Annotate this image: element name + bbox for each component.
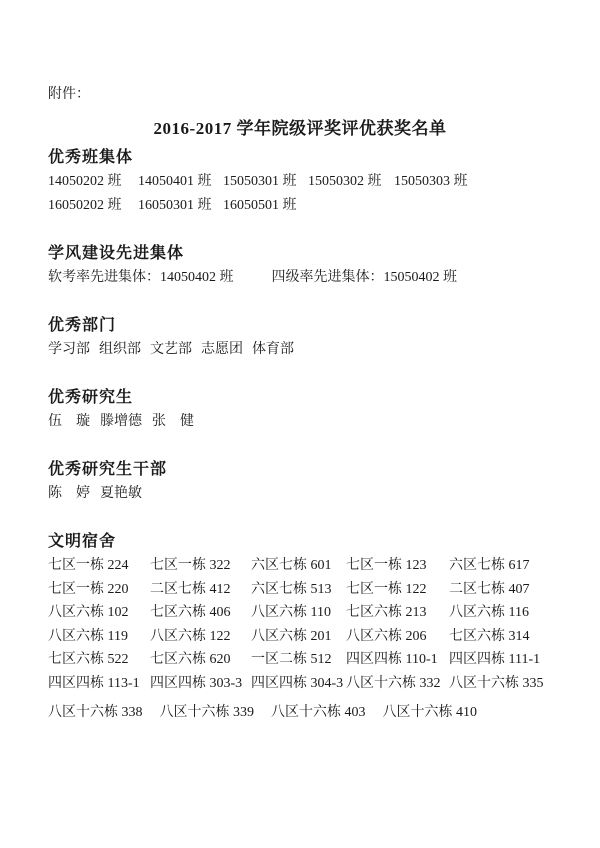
grad-cadre-name: 夏艳敏 [100,486,142,501]
section-civilized-dorms [48,532,552,725]
class-row [48,194,552,218]
grad-cadre-row [48,482,552,506]
class-item: 14050401 班 [138,174,212,189]
dorm-cell: 二区七栋 412 [150,581,231,597]
class-item: 16050202 班 [48,198,122,213]
class-item: 15050302 班 [308,174,382,189]
class-item: 15050303 班 [394,174,468,189]
dorm-cell: 八区十六栋 403 [271,705,366,720]
class-item: 15050301 班 [223,174,297,189]
dorm-row [48,648,552,672]
grad-student-name: 张 健 [152,414,194,429]
section-study-style [48,244,552,290]
dorm-cell: 七区一栋 123 [346,558,427,573]
dorm-cell: 八区十六栋 335 [449,675,544,691]
dorm-cell: 七区一栋 220 [48,581,129,597]
grad-student-name: 伍 璇 [48,414,90,429]
dorm-row [48,672,552,696]
dorm-cell: 八区六栋 122 [150,628,231,644]
heading-grad-students: 优秀研究生 [48,389,134,406]
heading-civilized-dorms: 文明宿舍 [48,533,117,550]
heading-grad-cadres: 优秀研究生干部 [48,461,168,478]
grad-cadre-name: 陈 婷 [48,486,90,501]
dorm-cell: 七区六栋 522 [48,652,129,667]
dorm-cell: 六区七栋 513 [251,581,332,597]
dorm-row [48,601,552,625]
heading-departments: 优秀部门 [48,317,117,334]
dorm-rows [48,554,552,725]
dorm-cell: 八区十六栋 338 [48,705,143,720]
dorm-cell: 二区七栋 407 [449,581,530,597]
class-item: 16050301 班 [138,198,212,213]
dorm-cell: 四区四栋 111-1 [449,652,541,667]
dorm-cell: 四区四栋 303-3 [150,675,243,691]
class-item: 16050501 班 [223,198,297,213]
dorm-row [48,554,552,578]
section-departments [48,316,552,362]
section-excellent-classes [48,148,552,218]
dorm-cell: 七区六栋 620 [150,652,231,667]
grad-student-row [48,410,552,434]
dorm-cell: 四区四栋 304-3 [251,675,344,691]
department-item: 体育部 [252,342,294,357]
dorm-cell: 八区六栋 116 [449,605,529,620]
dorm-cell: 八区六栋 102 [48,605,129,620]
dorm-row-last [48,701,552,725]
department-item: 组织部 [99,342,141,357]
department-item: 文艺部 [150,342,192,357]
heading-excellent-classes: 优秀班集体 [48,149,134,166]
dorm-cell: 七区六栋 213 [346,605,427,620]
dorm-cell: 七区一栋 122 [346,581,427,597]
heading-study-style: 学风建设先进集体 [48,245,185,262]
dorm-cell: 六区七栋 617 [449,558,530,573]
department-item: 志愿团 [201,342,243,357]
department-row [48,338,552,362]
dorm-cell: 七区一栋 224 [48,558,129,573]
dorm-cell: 八区六栋 201 [251,628,332,644]
study-style-item: 软考率先进集体：14050402 班 [48,270,234,285]
grad-student-name: 滕增德 [100,414,142,429]
dorm-cell: 八区十六栋 339 [159,705,254,720]
study-style-item: 四级率先进集体：15050402 班 [271,270,457,285]
dorm-cell: 六区七栋 601 [251,558,332,573]
dorm-cell: 八区十六栋 332 [346,675,441,691]
dorm-cell: 七区六栋 406 [150,605,231,620]
document-title: 2016-2017 学年院级评奖评优获奖名单 [153,119,447,138]
department-item: 学习部 [48,342,90,357]
dorm-cell: 七区六栋 314 [449,628,530,644]
class-row [48,170,552,194]
section-grad-students [48,388,552,434]
dorm-row [48,625,552,649]
dorm-cell: 八区六栋 110 [251,605,331,620]
dorm-cell: 一区二栋 512 [251,652,332,667]
dorm-cell: 八区十六栋 410 [382,705,477,720]
dorm-row [48,578,552,602]
dorm-cell: 八区六栋 206 [346,628,427,644]
dorm-cell: 七区一栋 322 [150,558,231,573]
section-grad-cadres [48,460,552,506]
class-item: 14050202 班 [48,174,122,189]
study-style-row [48,266,552,290]
dorm-cell: 四区四栋 110-1 [346,652,438,667]
attachment-label: 附件： [48,87,90,102]
dorm-cell: 八区六栋 119 [48,628,128,644]
dorm-cell: 四区四栋 113-1 [48,675,140,691]
